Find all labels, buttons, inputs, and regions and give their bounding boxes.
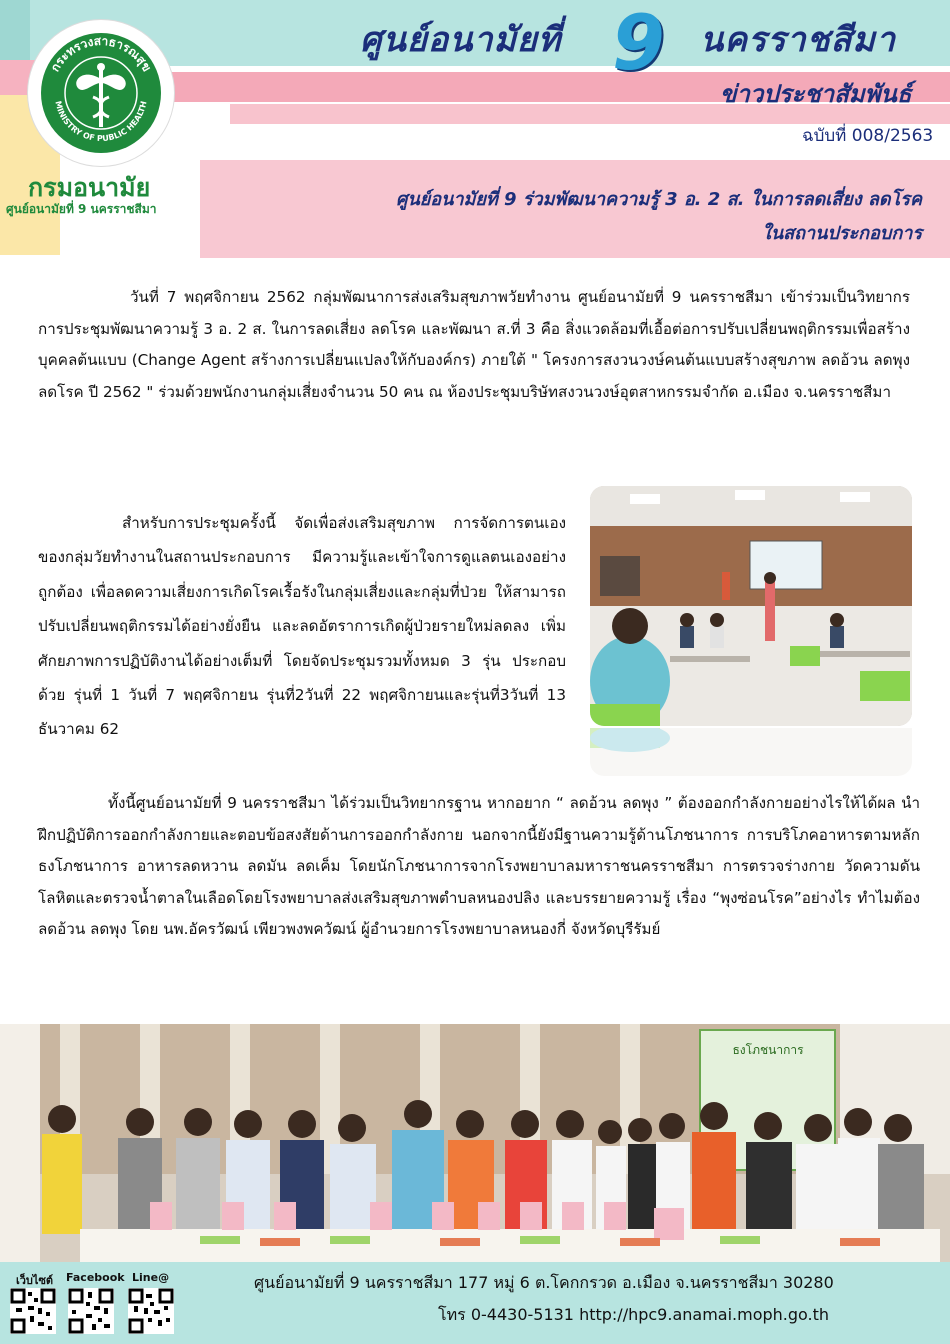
headline-line-2: ในสถานประกอบการ [762,223,922,244]
headline-line-1: ศูนย์อนามัยที่ 9 ร่วมพัฒนาความรู้ 3 อ. 2 ส. ในการลดเสี่ยง ลดโรค [396,189,922,210]
seminar-photo-reflection [590,728,912,776]
section-label: ข่าวประชาสัมพันธ์ [720,80,912,108]
footer-address: ศูนย์อนามัยที่ 9 นครราชสีมา 177 หมู่ 6 ต.โคกกรวด อ.เมือง จ.นครราชสีมา 30280 [254,1273,834,1292]
qr-label-facebook: Facebook [66,1271,125,1284]
qr-label-line: Line@ [132,1271,170,1284]
logo-text-bottom: MINISTRY OF PUBLIC HEALTH [53,100,149,144]
seminar-photo [590,486,912,726]
facebook-qr-icon[interactable] [68,1288,114,1334]
line-qr-icon[interactable] [128,1288,174,1334]
paragraph-2: สำหรับการประชุมครั้งนี้ จัดเพื่อส่งเสริมสุขภาพ การจัดการตนเอง ของกลุ่มวัยทำงานในสถานประกอบการ มีความรู้และเข้าใจการดูแลตนเองอย่างถูกต้อง เพื่อลดความเสี่ยงการเกิดโรคเรื้อรังในกลุ่มเสี่ยงและกลุ่มที่ป่วย ให้สามารถปรับเปลี่ยนพฤติกรรมได้อย่างยั่งยืน และลดอัตราการเกิดผู้ป่วยรายใหม่ลดลง เพิ่มศักยภาพการปฏิบัติงานได้อย่างเต็มที่ โดยจัดประชุมรวมทั้งหมด 3 รุ่น ประกอบด้วย รุ่นที่ 1 วันที่ 7 พฤศจิกายน รุ่นที่2วันที่ 22 พฤศจิกายนและรุ่นที่3วันที่ 13 ธันวาคม 62 [38,514,566,739]
caduceus-icon [31,23,171,163]
department-subtitle: ศูนย์อนามัยที่ 9 นครราชสีมา [6,202,157,216]
center-number: 9 [612,0,665,87]
qr-label-website: เว็บไซต์ [16,1274,54,1287]
issue-number: ฉบับที่ 008/2563 [802,126,934,146]
center-name-right: นครราชสีมา [700,20,896,60]
footer-contact[interactable]: โทร 0-4430-5131 http://hpc9.anamai.moph.go.th [438,1305,830,1324]
group-photo [0,1024,950,1264]
banner-text: ธงโภชนาการ [732,1043,804,1057]
ministry-logo [28,20,174,166]
paragraph-1: วันที่ 7 พฤศจิกายน 2562 กลุ่มพัฒนาการส่งเสริมสุขภาพวัยทำงาน ศูนย์อนามัยที่ 9 นครราชสีมา เข้าร่วมเป็นวิทยากร การประชุมพัฒนาความรู้ 3 อ. 2 ส. ในการลดเสี่ยง ลดโรค และพัฒนา ส.ที่ 3 คือ สิ่งแวดล้อมที่เอื้อต่อการปรับเปลี่ยนพฤติกรรมเพื่อสร้างบุคคลต้นแบบ (Change Agent สร้างการเปลี่ยนแปลงให้กับองค์กร) ภายใต้ " โครงการสงวนวงษ์คนต้นแบบสร้างสุขภาพ ลดอ้วน ลดพุง ลดโรค ปี 2562 " ร่วมด้วยพนักงานกลุ่มเสี่ยงจำนวน 50 คน ณ ห้องประชุมบริษัทสงวนวงษ์อุตสาหกรรมจำกัด อ.เมือง จ.นครราชสีมา [38,288,910,401]
logo-text-top: กระทรวงสาธารณสุข [47,33,155,75]
center-name-left: ศูนย์อนามัยที่ [360,20,562,60]
website-qr-icon[interactable] [10,1288,56,1334]
department-name: กรมอนามัย [28,173,151,202]
paragraph-3: ทั้งนี้ศูนย์อนามัยที่ 9 นครราชสีมา ได้ร่วมเป็นวิทยากรฐาน หากอยาก “ ลดอ้วน ลดพุง ” ต้องออกกำลังกายอย่างไรให้ได้ผล นำฝึกปฏิบัติการออกกำลังกายและตอบข้อสงสัยด้านการออกกำลังกาย นอกจากนี้ยังมีฐานความรู้ด้านโภชนาการ การบริโภคอาหารตามหลักธงโภชนาการ อาหารลดหวาน ลดมัน ลดเค็ม โดยนักโภชนาการจากโรงพยาบาลมหาราชนครราชสีมา การตรวจร่างกาย วัดความดันโลหิตและตรวจน้ำตาลในเลือดโดยโรงพยาบาลส่งเสริมสุขภาพตำบลหนองปลิง และบรรยายความรู้ เรื่อง “พุงซ่อนโรค”อย่างไร ทำไมต้องลดอ้วน ลดพุง โดย นพ.อัครวัฒน์ เพียวพงพควัฒน์ ผู้อำนวยการโรงพยาบาลหนองกี่ จังหวัดบุรีรัมย์ [38,794,920,939]
